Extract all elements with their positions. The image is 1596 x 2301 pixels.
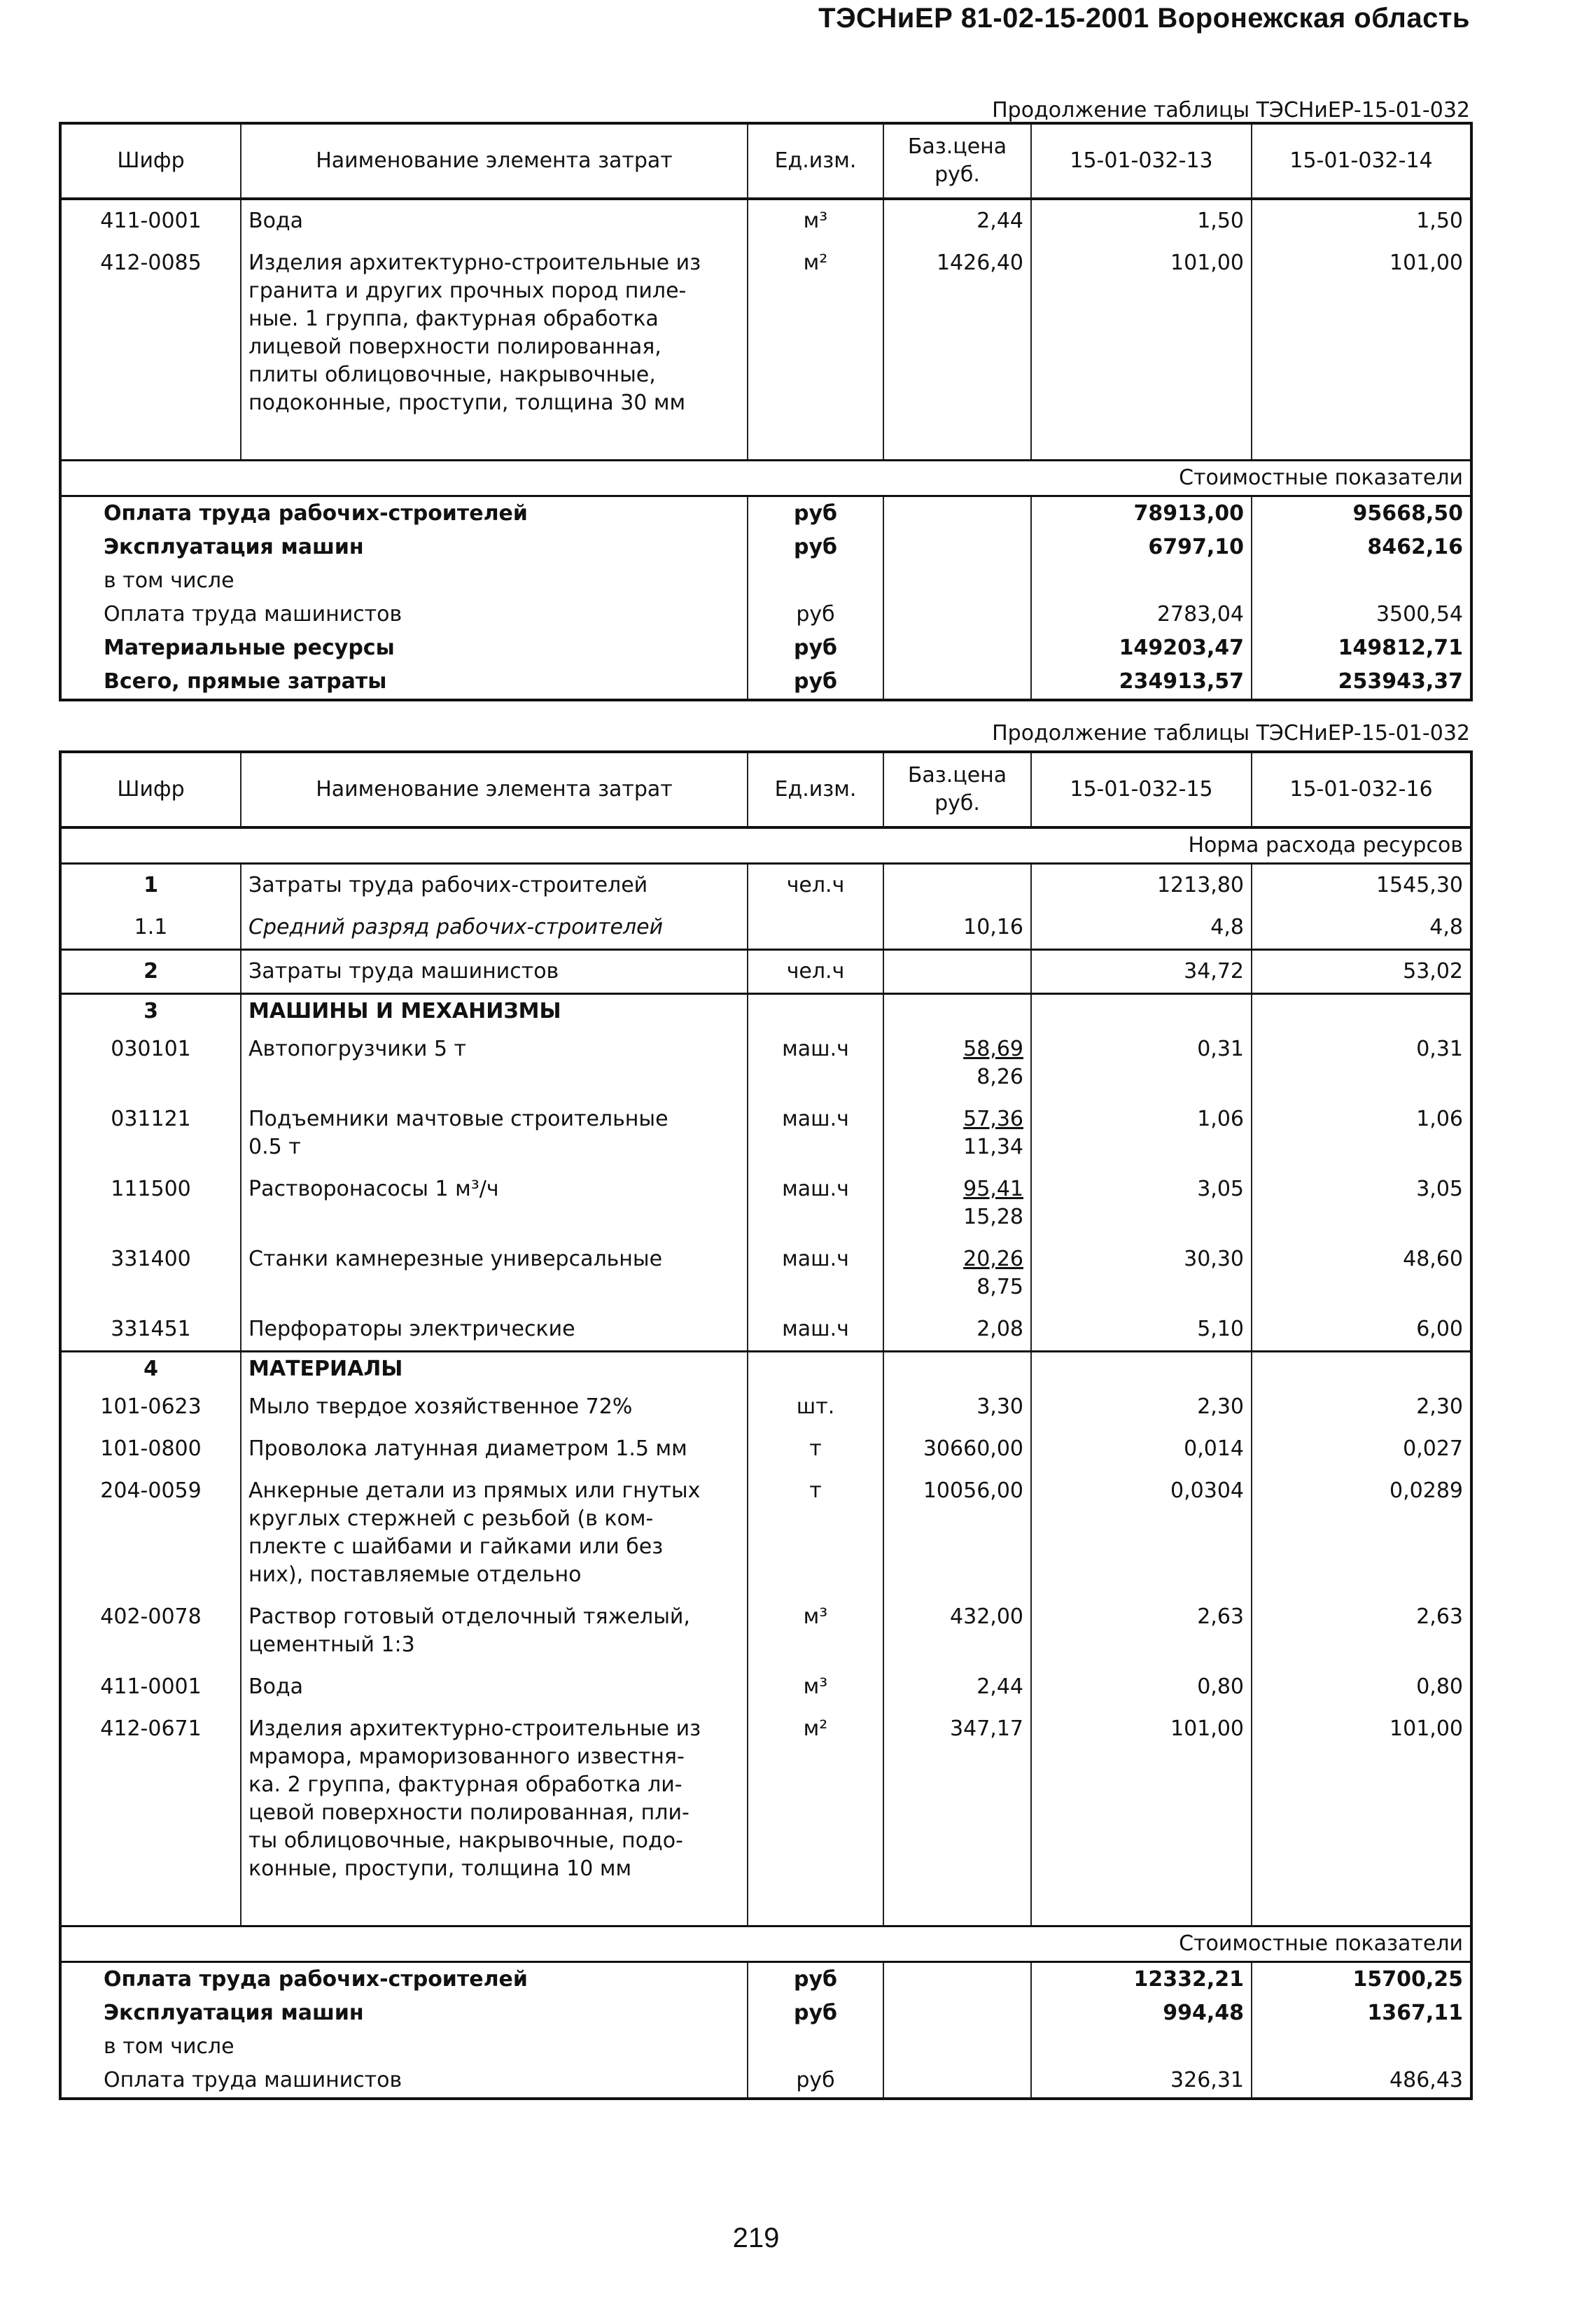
value-col-2: 1,50 xyxy=(1252,199,1471,242)
name-cell: Затраты труда рабочих-строителей xyxy=(241,864,748,907)
value-col-2: 486,43 xyxy=(1252,2064,1471,2099)
price-cell xyxy=(883,864,1031,907)
row-group xyxy=(60,1926,1471,1962)
price-cell: 30660,00 xyxy=(883,1428,1031,1470)
unit-cell: руб xyxy=(748,598,883,631)
price-cell: 10056,00 xyxy=(883,1470,1031,1596)
empty-cell xyxy=(1031,994,1252,1029)
table-header xyxy=(60,123,1471,199)
unit-cell xyxy=(748,907,883,950)
price-operator-wage: 8,75 xyxy=(976,1275,1023,1299)
code-cell: 030101 xyxy=(60,1028,241,1098)
price-cell xyxy=(883,950,1031,994)
empty-cell xyxy=(1252,1352,1471,1387)
value-col-2 xyxy=(1252,2030,1471,2064)
value-col-2: 48,60 xyxy=(1252,1238,1471,1308)
column-header-name: Наименование элемента затрат xyxy=(241,752,748,827)
code-cell: 1.1 xyxy=(60,907,241,950)
column-header-unit: Ед.изм. xyxy=(748,752,883,827)
unit-cell: чел.ч xyxy=(748,950,883,994)
unit-cell: шт. xyxy=(748,1386,883,1428)
unit-cell: руб xyxy=(748,665,883,700)
price-cell xyxy=(883,1098,1031,1168)
price-cell-empty xyxy=(883,496,1031,531)
unit-cell: м³ xyxy=(748,1596,883,1666)
unit-cell: маш.ч xyxy=(748,1238,883,1308)
section-number: 4 xyxy=(60,1352,241,1387)
value-col-1: 994,48 xyxy=(1031,1996,1252,2030)
name-cell: Затраты труда машинистов xyxy=(241,950,748,994)
value-col-1: 0,80 xyxy=(1031,1666,1252,1708)
section-title: МАТЕРИАЛЫ xyxy=(241,1352,748,1387)
price-cell-empty xyxy=(883,2030,1031,2064)
name-cell: Станки камнерезные универсальные xyxy=(241,1238,748,1308)
value-col-2: 2,63 xyxy=(1252,1596,1471,1666)
value-col-2: 15700,25 xyxy=(1252,1962,1471,1997)
unit-cell: м³ xyxy=(748,199,883,242)
page-number: 219 xyxy=(732,2223,780,2253)
value-col-1: 1,50 xyxy=(1031,199,1252,242)
row-group xyxy=(60,461,1471,496)
table-row xyxy=(60,827,1471,864)
section-band-label: Норма расхода ресурсов xyxy=(60,827,1471,864)
price-cell xyxy=(883,1028,1031,1098)
value-col-1: 1213,80 xyxy=(1031,864,1252,907)
code-cell: 204-0059 xyxy=(60,1470,241,1596)
unit-cell: м² xyxy=(748,242,883,461)
unit-cell xyxy=(748,564,883,598)
value-col-2: 101,00 xyxy=(1252,1708,1471,1926)
value-col-2: 95668,50 xyxy=(1252,496,1471,531)
price-cell: 2,08 xyxy=(883,1308,1031,1352)
unit-cell: руб xyxy=(748,2064,883,2099)
unit-cell: маш.ч xyxy=(748,1308,883,1352)
price-cell-empty xyxy=(883,631,1031,665)
value-col-1: 30,30 xyxy=(1031,1238,1252,1308)
unit-cell: маш.ч xyxy=(748,1168,883,1238)
table-row xyxy=(60,531,1471,564)
column-header-price: Баз.цена руб. xyxy=(883,752,1031,827)
code-cell: 402-0078 xyxy=(60,1596,241,1666)
value-col-2: 0,80 xyxy=(1252,1666,1471,1708)
section-band-label: Стоимостные показатели xyxy=(60,461,1471,496)
table-row xyxy=(60,199,1471,242)
price-operator-wage: 11,34 xyxy=(963,1135,1023,1159)
price-total: 20,26 xyxy=(963,1247,1023,1271)
code-cell: 412-0671 xyxy=(60,1708,241,1926)
header-row xyxy=(60,123,1471,199)
code-cell: 101-0800 xyxy=(60,1428,241,1470)
row-group xyxy=(60,1962,1471,2099)
value-col-2: 2,30 xyxy=(1252,1386,1471,1428)
value-col-1: 149203,47 xyxy=(1031,631,1252,665)
value-col-1: 101,00 xyxy=(1031,1708,1252,1926)
price-cell xyxy=(883,1238,1031,1308)
price-total: 58,69 xyxy=(963,1037,1023,1061)
cost-label: Оплата труда машинистов xyxy=(60,2064,748,2099)
value-col-2 xyxy=(1252,564,1471,598)
value-col-2: 3500,54 xyxy=(1252,598,1471,631)
table-row xyxy=(60,1168,1471,1238)
document-header-title: ТЭСНиЕР 81-02-15-2001 Воронежская область xyxy=(818,3,1470,34)
value-col-2: 53,02 xyxy=(1252,950,1471,994)
column-header-c2: 15-01-032-14 xyxy=(1252,123,1471,199)
value-col-1: 0,31 xyxy=(1031,1028,1252,1098)
table-row xyxy=(60,1962,1471,1997)
table-row xyxy=(60,1596,1471,1666)
table-row xyxy=(60,2064,1471,2099)
resource-table-1 xyxy=(59,122,1473,701)
name-cell: Вода xyxy=(241,1666,748,1708)
value-col-2: 1545,30 xyxy=(1252,864,1471,907)
price-cell-empty xyxy=(883,1962,1031,1997)
value-col-1: 3,05 xyxy=(1031,1168,1252,1238)
value-col-1: 1,06 xyxy=(1031,1098,1252,1168)
value-col-1 xyxy=(1031,2030,1252,2064)
name-cell: Перфораторы электрические xyxy=(241,1308,748,1352)
value-col-1 xyxy=(1031,564,1252,598)
name-cell: Проволока латунная диаметром 1.5 мм xyxy=(241,1428,748,1470)
cost-label: Оплата труда рабочих-строителей xyxy=(60,1962,748,1997)
name-cell: Средний разряд рабочих-строителей xyxy=(241,907,748,950)
table-row xyxy=(60,1666,1471,1708)
table-2-caption: Продолжение таблицы ТЭСНиЕР-15-01-032 xyxy=(992,721,1470,746)
row-group xyxy=(60,496,1471,701)
empty-cell xyxy=(883,1352,1031,1387)
code-cell: 411-0001 xyxy=(60,1666,241,1708)
value-col-1: 234913,57 xyxy=(1031,665,1252,700)
code-cell: 031121 xyxy=(60,1098,241,1168)
unit-cell: руб xyxy=(748,496,883,531)
value-col-2: 0,027 xyxy=(1252,1428,1471,1470)
row-group xyxy=(60,827,1471,864)
value-col-2: 1,06 xyxy=(1252,1098,1471,1168)
value-col-1: 78913,00 xyxy=(1031,496,1252,531)
value-col-2: 101,00 xyxy=(1252,242,1471,461)
price-cell-empty xyxy=(883,2064,1031,2099)
cost-label: Оплата труда машинистов xyxy=(60,598,748,631)
code-cell: 331451 xyxy=(60,1308,241,1352)
code-cell: 411-0001 xyxy=(60,199,241,242)
code-cell: 331400 xyxy=(60,1238,241,1308)
table-1-caption: Продолжение таблицы ТЭСНиЕР-15-01-032 xyxy=(992,98,1470,123)
empty-cell xyxy=(1031,1352,1252,1387)
price-operator-wage: 8,26 xyxy=(976,1065,1023,1089)
code-cell: 412-0085 xyxy=(60,242,241,461)
section-band-label: Стоимостные показатели xyxy=(60,1926,1471,1962)
price-cell: 2,44 xyxy=(883,199,1031,242)
price-cell-empty xyxy=(883,1996,1031,2030)
section-title: МАШИНЫ И МЕХАНИЗМЫ xyxy=(241,994,748,1029)
name-cell: Раствор готовый отделочный тяжелый, цементный 1:3 xyxy=(241,1596,748,1666)
table-row xyxy=(60,1428,1471,1470)
name-cell: Изделия архитектурно-строительные из гранита и других прочных пород пиле- ные. 1 группа, фактурная обработка лицевой поверхности полированная, плиты облицовочные, накрывочные, подоконные, проступи, толщина 30 мм xyxy=(241,242,748,461)
code-cell: 111500 xyxy=(60,1168,241,1238)
unit-cell: руб xyxy=(748,531,883,564)
table-row xyxy=(60,631,1471,665)
price-cell-empty xyxy=(883,598,1031,631)
column-header-c1: 15-01-032-13 xyxy=(1031,123,1252,199)
value-col-1: 12332,21 xyxy=(1031,1962,1252,1997)
name-cell: Изделия архитектурно-строительные из мрамора, мраморизованного известня- ка. 2 группа, фактурная обработка ли- цевой поверхности полированная, пли- ты облицовочные, накрывочные, подо- конные, проступи, толщина 10 мм xyxy=(241,1708,748,1926)
cost-label: Эксплуатация машин xyxy=(60,1996,748,2030)
cost-label: Оплата труда рабочих-строителей xyxy=(60,496,748,531)
cost-label: Всего, прямые затраты xyxy=(60,665,748,700)
value-col-1: 2783,04 xyxy=(1031,598,1252,631)
table-row xyxy=(60,564,1471,598)
price-cell: 3,30 xyxy=(883,1386,1031,1428)
table-row xyxy=(60,994,1471,1029)
column-header-code: Шифр xyxy=(60,123,241,199)
unit-cell: м² xyxy=(748,1708,883,1926)
unit-cell: т xyxy=(748,1428,883,1470)
table-row xyxy=(60,1708,1471,1926)
column-header-price: Баз.цена руб. xyxy=(883,123,1031,199)
resource-table-2 xyxy=(59,750,1473,2100)
price-cell: 1426,40 xyxy=(883,242,1031,461)
row-group xyxy=(60,199,1471,461)
table-row xyxy=(60,1926,1471,1962)
empty-cell xyxy=(748,994,883,1029)
price-cell: 2,44 xyxy=(883,1666,1031,1708)
value-col-2: 149812,71 xyxy=(1252,631,1471,665)
value-col-2: 8462,16 xyxy=(1252,531,1471,564)
table-row xyxy=(60,1352,1471,1387)
unit-cell: руб xyxy=(748,1962,883,1997)
column-header-unit: Ед.изм. xyxy=(748,123,883,199)
name-cell: Автопогрузчики 5 т xyxy=(241,1028,748,1098)
name-cell: Подъемники мачтовые строительные 0.5 т xyxy=(241,1098,748,1168)
unit-cell: маш.ч xyxy=(748,1098,883,1168)
column-header-name: Наименование элемента затрат xyxy=(241,123,748,199)
value-col-1: 4,8 xyxy=(1031,907,1252,950)
table-row xyxy=(60,864,1471,907)
price-cell: 432,00 xyxy=(883,1596,1031,1666)
table-row xyxy=(60,665,1471,700)
cost-label: Материальные ресурсы xyxy=(60,631,748,665)
price-cell-empty xyxy=(883,531,1031,564)
value-col-1: 6797,10 xyxy=(1031,531,1252,564)
price-total: 95,41 xyxy=(963,1177,1023,1201)
unit-cell: руб xyxy=(748,1996,883,2030)
value-col-2: 3,05 xyxy=(1252,1168,1471,1238)
value-col-2: 253943,37 xyxy=(1252,665,1471,700)
value-col-1: 2,63 xyxy=(1031,1596,1252,1666)
value-col-2: 4,8 xyxy=(1252,907,1471,950)
value-col-1: 0,0304 xyxy=(1031,1470,1252,1596)
name-cell: Мыло твердое хозяйственное 72% xyxy=(241,1386,748,1428)
value-col-1: 326,31 xyxy=(1031,2064,1252,2099)
row-group xyxy=(60,950,1471,994)
unit-cell xyxy=(748,2030,883,2064)
table-row xyxy=(60,1996,1471,2030)
row-group xyxy=(60,994,1471,1352)
table-row xyxy=(60,950,1471,994)
code-cell: 2 xyxy=(60,950,241,994)
table-row xyxy=(60,461,1471,496)
cost-label: Эксплуатация машин xyxy=(60,531,748,564)
value-col-1: 101,00 xyxy=(1031,242,1252,461)
empty-cell xyxy=(883,994,1031,1029)
name-cell: Вода xyxy=(241,199,748,242)
section-number: 3 xyxy=(60,994,241,1029)
cost-label: в том числе xyxy=(60,2030,748,2064)
name-cell: Растворонасосы 1 м³/ч xyxy=(241,1168,748,1238)
column-header-c2: 15-01-032-16 xyxy=(1252,752,1471,827)
row-group xyxy=(60,1352,1471,1926)
empty-cell xyxy=(1252,994,1471,1029)
header-row xyxy=(60,752,1471,827)
code-cell: 1 xyxy=(60,864,241,907)
unit-cell: т xyxy=(748,1470,883,1596)
unit-cell: чел.ч xyxy=(748,864,883,907)
value-col-1: 5,10 xyxy=(1031,1308,1252,1352)
name-cell: Анкерные детали из прямых или гнутых круглых стержней с резьбой (в ком- плекте с шайбами и гайками или без них), поставляемые отдельно xyxy=(241,1470,748,1596)
value-col-1: 34,72 xyxy=(1031,950,1252,994)
table-row xyxy=(60,1028,1471,1098)
table-row xyxy=(60,496,1471,531)
price-operator-wage: 15,28 xyxy=(963,1205,1023,1229)
value-col-2: 0,31 xyxy=(1252,1028,1471,1098)
value-col-2: 1367,11 xyxy=(1252,1996,1471,2030)
table-row xyxy=(60,1470,1471,1596)
code-cell: 101-0623 xyxy=(60,1386,241,1428)
table-row xyxy=(60,1386,1471,1428)
column-header-c1: 15-01-032-15 xyxy=(1031,752,1252,827)
table-row xyxy=(60,1098,1471,1168)
table-row xyxy=(60,598,1471,631)
unit-cell: м³ xyxy=(748,1666,883,1708)
empty-cell xyxy=(748,1352,883,1387)
cost-label: в том числе xyxy=(60,564,748,598)
row-group xyxy=(60,864,1471,950)
price-cell: 10,16 xyxy=(883,907,1031,950)
price-total: 57,36 xyxy=(963,1107,1023,1131)
price-cell-empty xyxy=(883,665,1031,700)
price-cell: 347,17 xyxy=(883,1708,1031,1926)
table-row xyxy=(60,1238,1471,1308)
table-row xyxy=(60,1308,1471,1352)
table-row xyxy=(60,242,1471,461)
value-col-1: 0,014 xyxy=(1031,1428,1252,1470)
table-header xyxy=(60,752,1471,827)
table-row xyxy=(60,2030,1471,2064)
column-header-code: Шифр xyxy=(60,752,241,827)
unit-cell: маш.ч xyxy=(748,1028,883,1098)
price-cell xyxy=(883,1168,1031,1238)
value-col-2: 0,0289 xyxy=(1252,1470,1471,1596)
table-row xyxy=(60,907,1471,950)
price-cell-empty xyxy=(883,564,1031,598)
unit-cell: руб xyxy=(748,631,883,665)
value-col-1: 2,30 xyxy=(1031,1386,1252,1428)
value-col-2: 6,00 xyxy=(1252,1308,1471,1352)
